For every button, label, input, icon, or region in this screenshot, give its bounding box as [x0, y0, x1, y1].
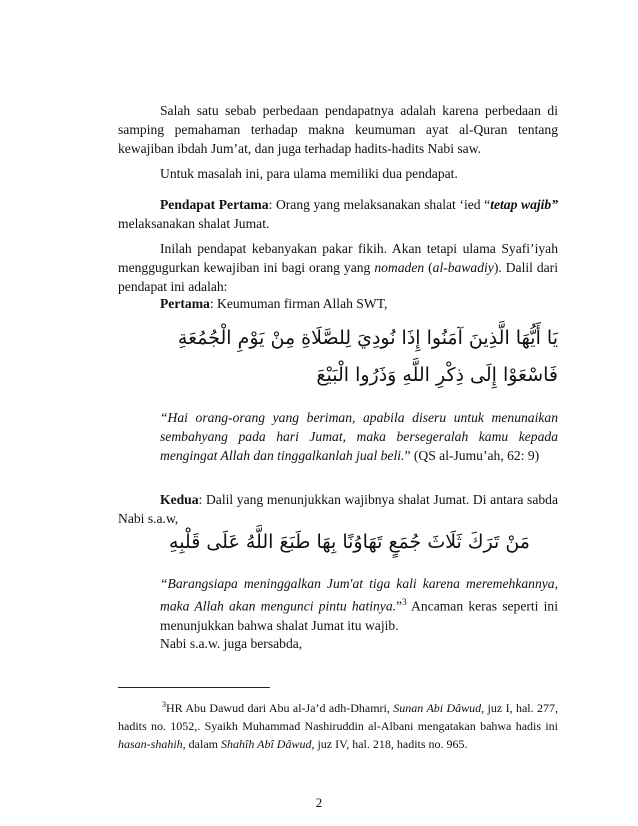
- quote-verse-translation: “Hai orang-orang yang beriman, apabila diseru untuk menunaikan sembahyang pada hari Jumat, maka bersegeralah kamu kepada mengingat Allah dan tinggalkanlah jual beli.” (QS al-Jumu’ah, 62: 9): [160, 410, 558, 463]
- footnote-divider: [118, 687, 270, 688]
- arabic-verse-line-2: فَاسْعَوْا إِلَى ذِكْرِ اللَّهِ وَذَرُوا الْبَيْعَ: [316, 364, 558, 386]
- quote-hadith-translation: “Barangsiapa meninggalkan Jum'at tiga kali karena meremehkannya, maka Allah akan mengunci pintu hatinya.”$^3$ Ancaman keras seperti ini menunjukkan bahwa shalat Jumat itu wajib.: [160, 576, 558, 633]
- page-number: 2: [315, 795, 323, 810]
- second-evidence-label: Kedua: [160, 492, 199, 507]
- first-evidence-label: Pertama: [160, 296, 210, 311]
- paragraph-first-evidence: Pertama: Keumuman firman Allah SWT,: [160, 296, 388, 311]
- paragraph-prophet-also-said: Nabi s.a.w. juga bersabda,: [160, 636, 303, 651]
- paragraph-intro: Salah satu sebab perbedaan pendapatnya adalah karena perbedaan di samping pemahaman terhadap makna keumuman ayat al-Quran tentang kewajiban ibdah Jum’at, dan juga terhadap hadits-hadits Nabi saw.: [118, 103, 558, 156]
- footnote-reference[interactable]: 3: [402, 597, 407, 607]
- first-opinion-label: Pendapat Pertama: [160, 197, 269, 212]
- arabic-verse-line-1: يَا أَيُّهَا الَّذِينَ آمَنُوا إِذَا نُودِيَ لِلصَّلَاةِ مِنْ يَوْمِ الْجُمُعَةِ: [177, 327, 558, 349]
- footnote-3: $^3$HR Abu Dawud dari Abu al-Ja’d adh-Dhamri, Sunan Abi Dâwud, juz I, hal. 277, hadits no. 1052,. Syaikh Muhammad Nashiruddin al-Albani mengatakan bahwa hadis ini hasan-shahih, dalam Shahîh Abî Dâwud, juz IV, hal. 218, hadits no. 965.: [118, 700, 558, 751]
- arabic-hadith-line: مَنْ تَرَكَ ثَلَاثَ جُمَعٍ تَهَاوُنًا بِهَا طَبَعَ اللَّهُ عَلَى قَلْبِهِ: [169, 531, 530, 553]
- paragraph-first-opinion: Pendapat Pertama: Orang yang melaksanakan shalat ‘ied “tetap wajib” melaksanakan shalat Jumat.: [118, 197, 559, 231]
- footnote-number: 3: [162, 700, 166, 709]
- paragraph-second-evidence: Kedua: Dalil yang menunjukkan wajibnya shalat Jumat. Di antara sabda Nabi s.a.w,: [118, 492, 558, 526]
- paragraph-two-opinions: Untuk masalah ini, para ulama memiliki dua pendapat.: [160, 166, 458, 181]
- paragraph-majority: Inilah pendapat kebanyakan pakar fikih. Akan tetapi ulama Syafi’iyah menggugurkan kewajiban ini bagi orang yang nomaden (al-bawadiy). Dalil dari pendapat ini adalah:: [118, 241, 558, 294]
